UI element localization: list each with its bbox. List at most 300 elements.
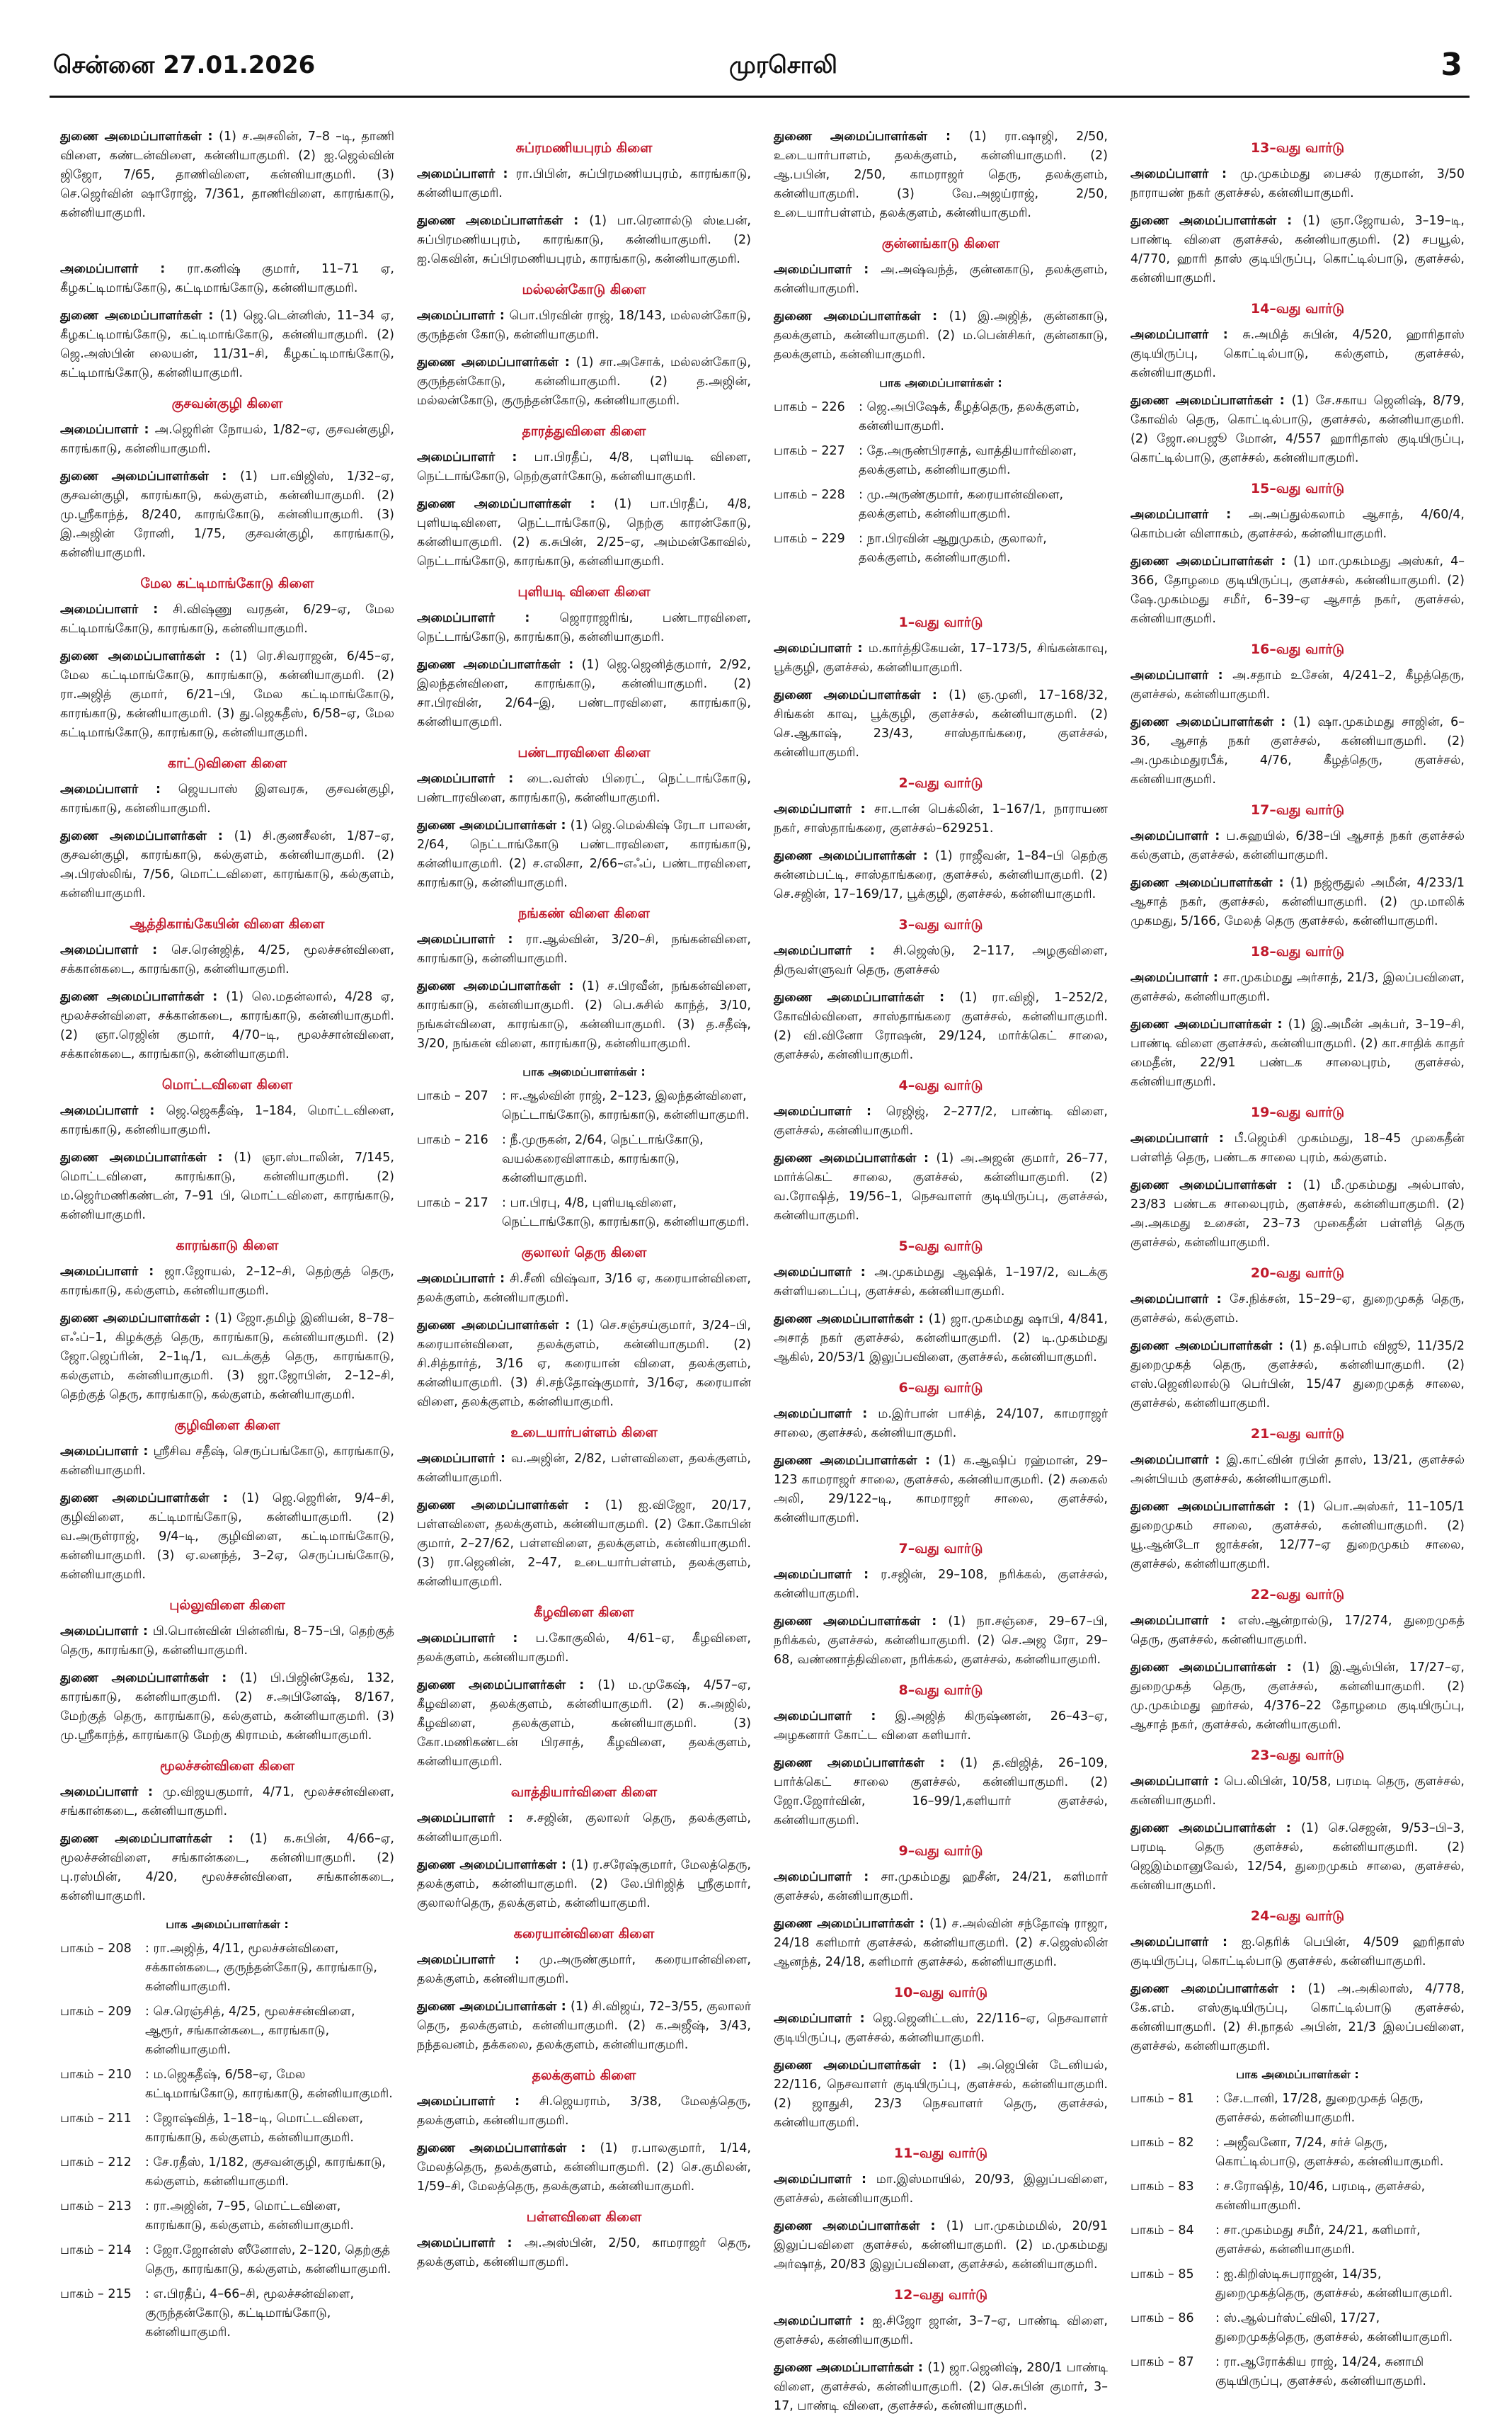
- entry-text: (1) அ.ஜெபின் டேனியல், 22/116, நெசவாளர் குடியிருப்பு, குளச்சல், கன்னியாகுமரி. (2) ஜாதுசி, 23/3 நெசவாளர் தெரு, குளச்சல், கன்னியாகுமரி.: [774, 2058, 1108, 2130]
- section-heading: 8–வது வார்டு: [898, 1682, 983, 1698]
- entry-role: அமைப்பாளர் :: [1130, 167, 1240, 181]
- booth-organiser: : ச.ரோஷித், 10/46, பரமடி, குளச்சல், கன்னியாகுமரி.: [1215, 2179, 1426, 2213]
- entry-role: அமைப்பாளர் :: [1130, 508, 1249, 522]
- section-heading: 6–வது வார்டு: [898, 1380, 983, 1396]
- entry-paragraph: [60, 1489, 394, 1585]
- entry-paragraph: [60, 1102, 394, 1140]
- entry-text: பி.பொன்வின் பின்னிங், 8–75–பி, தெற்குத் தெரு, காரங்காடு, கன்னியாகுமரி.: [60, 1624, 394, 1658]
- entry-text: ஜெயபாஸ் இளவரசு, குசவன்குழி, காரங்காடு, கன்னியாகுமரி.: [60, 782, 394, 816]
- section-heading: கரையான்விளை கிளை: [513, 1926, 655, 1942]
- entry-role: அமைப்பாளர் :: [1130, 1453, 1227, 1467]
- entry-text: சு.அமித் சுபின், 4/520, ஹாரிதாஸ் குடியிருப்பு, கொட்டில்பாடு, கல்குளம், குளச்சல், கன்னியாகுமரி.: [1130, 328, 1465, 380]
- entry-role: துணை அமைப்பாளர்கள் :: [774, 1756, 961, 1770]
- entry-text: அ.முகம்மது ஆஷிக், 1–197/2, வடக்கு சுள்ளியடைப்பு, குளச்சல், கன்னியாகுமரி.: [774, 1265, 1108, 1299]
- entry-paragraph: [1130, 506, 1465, 544]
- entry-text: (1) சே.சகாய ஜெனிஷ், 8/79, கோவில் தெரு, கொட்டில்பாடு, குளச்சல், கன்னியாகுமரி. (2) ஜோ.பைஜூ மோன், 4/557 ஹாரிதாஸ் குடியிருப்பு, கொட்டில்பாடு, குளச்சல், கன்னியாகுமரி.: [1130, 394, 1465, 465]
- entry-role: துணை அமைப்பாளர்கள் :: [417, 819, 571, 833]
- entry-text: (1) ஜெ.ஜெனித்குமார், 2/92, இலந்தன்விளை, காரங்காடு, கன்னியாகுமரி. (2) சா.பிரவின், 2/64–இ, பண்டாரவிளை, காரங்காடு, கன்னியாகுமரி.: [417, 658, 751, 729]
- entry-role: அமைப்பாளர் :: [60, 1785, 163, 1799]
- entry-text: (1) சி.விஜய், 72–3/55, குலாலர் தெரு, தலக்குளம், கன்னியாகுமரி. (2) க.அஜீஷ், 3/43, நந்தவனம், தக்கலை, தலக்குளம், கன்னியாகுமரி.: [417, 2000, 751, 2052]
- section-heading: 24–வது வார்டு: [1250, 1908, 1345, 1924]
- entry-role: துணை அமைப்பாளர்கள் :: [417, 658, 582, 672]
- entry-text: (1) நா.சஞ்சை, 29–67–பி, நரிக்கல், குளச்சல், கன்னியாகுமரி. (2) செ.அஜ ரோ, 29–68, வண்ணாத்திவிளை, நரிக்கல், குளச்சல், கன்னியாகுமரி.: [774, 1614, 1108, 1667]
- section-heading: நங்கண் விளை கிளை: [518, 906, 650, 921]
- entry-role: துணை அமைப்பாளர்கள் :: [1130, 1500, 1298, 1514]
- booth-organiser: : சா.முகம்மது சமீர், 24/21, களிமார், குளச்சல், கன்னியாகுமரி.: [1215, 2223, 1421, 2257]
- entry-text: ம.இர்பான் பாசித், 24/107, காமராஜர் சாலை, குளச்சல், கன்னியாகுமரி.: [774, 1407, 1108, 1440]
- entry-paragraph: [60, 421, 394, 459]
- entry-role: துணை அமைப்பாளர்கள் :: [774, 1614, 949, 1629]
- entry-role: அமைப்பாளர் :: [1130, 971, 1223, 985]
- booth-number: பாகம் – 81: [1130, 2092, 1194, 2106]
- entry-text: சி.ஜெயராம், 3/38, மேலத்தெரு, தலக்குளம், கன்னியாகுமரி.: [417, 2095, 751, 2128]
- booth-number: பாகம் – 228: [774, 488, 845, 502]
- entry-role: துணை அமைப்பாளர்கள் :: [417, 2141, 600, 2155]
- entry-role: அமைப்பாளர் :: [417, 772, 527, 786]
- entry-paragraph: [417, 1856, 751, 1913]
- column-1: [60, 127, 395, 2340]
- entry-paragraph: [1130, 165, 1465, 203]
- section-heading: 10–வது வார்டு: [893, 1985, 988, 2000]
- entry-paragraph: [60, 1149, 394, 1225]
- entry-paragraph: [60, 1622, 394, 1660]
- entry-paragraph: [1130, 1290, 1465, 1328]
- entry-role: துணை அமைப்பாளர்கள் :: [60, 1151, 234, 1165]
- section-heading: 16–வது வார்டு: [1250, 642, 1345, 657]
- booth-row: [417, 1087, 751, 1125]
- entry-text: அ.ஜெரின் நோயல், 1/82–ஏ, குசவன்குழி, காரங்காடு, கன்னியாகுமரி.: [60, 423, 394, 456]
- entry-text: வ.அஜின், 2/82, பள்ளவிளை, தலக்குளம், கன்னியாகுமரி.: [417, 1452, 751, 1485]
- entry-paragraph: [1130, 1015, 1465, 1092]
- entry-paragraph: [774, 686, 1108, 763]
- entry-paragraph: [774, 261, 1108, 299]
- entry-text: (1) ஜெ.மெல்கிஷ் ரேடா பாலன், 2/64, நெட்டாங்கோடு பண்டாரவிளை, காரங்காடு, கன்னியாகுமரி. (2) ச.எலிசா, 2/66–எஃப், பண்டாரவிளை, காரங்காடு, கன்னியாகுமரி.: [417, 819, 751, 890]
- entry-paragraph: [417, 816, 751, 893]
- entry-role: அமைப்பாளர் :: [60, 782, 178, 797]
- entry-paragraph: [1130, 392, 1465, 468]
- entry-role: அமைப்பாளர் :: [60, 603, 173, 617]
- entry-paragraph: [1130, 969, 1465, 1007]
- entry-role: அமைப்பாளர் :: [417, 611, 560, 625]
- entry-text: (1) சா.அசோக், மல்லன்கோடு, குருந்தன்கோடு, கன்னியாகுமரி. (2) த.அஜின், மல்லன்கோடு, குருந்தன்கோடு, கன்னியாகுமரி.: [417, 355, 751, 408]
- entry-paragraph: [1130, 1658, 1465, 1735]
- section-heading: 17–வது வார்டு: [1250, 802, 1345, 818]
- booth-organiser: : செ.ரெஞ்சித், 4/25, மூலச்சன்விளை, ஆரூர், சங்கான்கடை, காரங்காடு, கன்னியாகுமரி.: [145, 2005, 355, 2057]
- entry-role: அமைப்பாளர் :: [774, 1870, 881, 1884]
- booth-row: [1130, 2353, 1465, 2391]
- entry-role: துணை அமைப்பாளர்கள் :: [60, 469, 241, 484]
- entry-text: (1) லெ.மதன்லால், 4/28 ஏ, மூலச்சன்விளை, சக்கான்கடை, காரங்காடு, கன்னியாகுமரி. (2) ஞா.ரெஜின் குமார், 4/70–டி, மூலச்சான்விளை, சக்கான்கடை, காரங்காடு, கன்னியாகுமரி.: [60, 990, 394, 1061]
- entry-role: அமைப்பாளர் :: [417, 450, 534, 465]
- booth-number: பாகம் – 86: [1130, 2311, 1194, 2325]
- entry-text: (1) பா.முகம்மமில், 20/91 இலுப்பவிளை குளச்சல், கன்னியாகுமரி. (2) ம.முகம்மது அர்ஷாத், 20/83 இலுப்பவிளை, குளச்சல், கன்னியாகுமரி.: [774, 2219, 1108, 2272]
- section-heading: பள்ளவிளை கிளை: [526, 2209, 642, 2225]
- entry-text: (1) இ.அஜித், குன்னகாடு, தலக்குளம், கன்னியாகுமரி. (2) ம.பென்சிகர், குன்னகாடு, தலக்குளம், கன்னியாகுமரி.: [774, 309, 1108, 362]
- section-heading: குன்னங்காடு கிளை: [881, 236, 1000, 251]
- entry-role: துணை அமைப்பாளர்கள் :: [1130, 1660, 1302, 1675]
- entry-text: சா.முகம்மது அர்சாத், 21/3, இலப்பவிளை, குளச்சல், கன்னியாகுமரி.: [1130, 971, 1465, 1004]
- entry-role: அமைப்பாளர் :: [1130, 328, 1243, 342]
- entry-role: துணை அமைப்பாளர்கள் :: [774, 309, 949, 324]
- booth-number: பாகம் – 209: [60, 2005, 132, 2019]
- entry-text: ச.சஜின், குலாலர் தெரு, தலக்குளம், கன்னியாகுமரி.: [417, 1811, 751, 1845]
- entry-paragraph: [1130, 874, 1465, 931]
- entry-role: அமைப்பாளர் :: [774, 1105, 886, 1119]
- entry-paragraph: [774, 847, 1108, 904]
- entry-paragraph: [1130, 1498, 1465, 1574]
- entry-role: அமைப்பாளர் :: [774, 642, 869, 656]
- entry-role: துணை அமைப்பாளர்கள் :: [1130, 394, 1292, 408]
- entry-role: அமைப்பாளர் :: [1130, 1292, 1230, 1306]
- entry-role: அமைப்பாளர் :: [60, 262, 188, 276]
- entry-paragraph: [774, 1263, 1108, 1301]
- entry-role: அமைப்பாளர் :: [774, 1407, 878, 1421]
- booth-organiser: : சே.டானி, 17/28, துறைமுகத் தெரு, குளச்சல், கன்னியாகுமரி.: [1215, 2092, 1424, 2125]
- section-heading: 7–வது வார்டு: [898, 1541, 983, 1556]
- entry-text: மு.விஜயகுமார், 4/71, மூலச்சன்விளை, சங்கான்கடை, கன்னியாகுமரி.: [60, 1785, 394, 1818]
- section-heading: 9–வது வார்டு: [898, 1843, 983, 1859]
- entry-text: (1) ஜா.ஜெனிஷ், 280/1 பாண்டி விளை, குளச்சல், கன்னியாகுமரி. (2) செ.சுபின் குமார், 3–17, பாண்டி விளை, குளச்சல், கன்னியாகுமரி.: [774, 2361, 1109, 2413]
- entry-text: செ.ரென்ஜித், 4/25, மூலச்சன்விளை, சக்கான்கடை, காரங்காடு, கன்னியாகுமரி.: [60, 943, 394, 976]
- section-heading: 4–வது வார்டு: [898, 1078, 983, 1093]
- entry-paragraph: [417, 1629, 751, 1668]
- entry-text: (1) சி.குணசீலன், 1/87–ஏ, குசவன்குழி, காரங்காடு, கல்குளம், கன்னியாகுமரி. (2) அ.பிரஸ்லிங், 7/56, மொட்டவிளை, காரங்காடு, கல்குளம், கன்னியாகுமரி.: [60, 829, 394, 901]
- section-heading: மூலச்சன்விளை கிளை: [159, 1758, 295, 1774]
- entry-role: அமைப்பாளர் :: [417, 1953, 539, 1967]
- section-heading: 15–வது வார்டு: [1250, 481, 1345, 496]
- entry-text: (1) ச.அல்வின் சந்தோஷ் ராஜா, 24/18 களிமார் குளச்சல், கன்னியாகுமரி. (2) ச.ஜெஸ்லின் ஆனந்த், 24/18, களிமார் குளச்சல், கன்னியாகுமரி.: [774, 1917, 1108, 1969]
- entry-paragraph: [417, 609, 751, 647]
- booth-number: பாகம் – 229: [774, 532, 845, 546]
- entry-paragraph: [774, 1566, 1108, 1604]
- entry-text: (1) செ.சஞ்சய்குமார், 3/24–பி, கரையான்விளை, தலக்குளம், கன்னியாகுமரி. (2) சி.சித்தார்த், 3/16 ஏ, கரையான் விளை, தலக்குளம், கன்னியாகுமரி. (3) சி.சந்தோஷ்குமார், 3/16ஏ, கரையான் விளை, தலக்குளம், கன்னியாகுமரி.: [417, 1318, 751, 1409]
- entry-role: அமைப்பாளர் :: [60, 1104, 166, 1118]
- booth-number: பாகம் – 212: [60, 2155, 132, 2170]
- section-heading: தாரத்துவிளை கிளை: [522, 423, 646, 439]
- entry-paragraph: [774, 2312, 1108, 2350]
- entry-text: சி.ஜெஸ்டு, 2–117, அழகுவிளை, திருவள்ளுவர் தெரு, குளச்சல்: [774, 944, 1108, 977]
- entry-paragraph: [774, 1102, 1108, 1141]
- entry-role: துணை அமைப்பாளர்கள் :: [774, 130, 969, 144]
- booth-row: [60, 2065, 394, 2104]
- entry-role: துணை அமைப்பாளர்கள் :: [1130, 214, 1303, 228]
- entry-paragraph: [60, 467, 394, 563]
- booth-organiser: : ஈ.ஆல்வின் ராஜ், 2–123, இலந்தன்விளை, நெட்டாங்கோடு, காரங்காடு, கன்னியாகுமரி.: [502, 1089, 750, 1122]
- entry-paragraph: [60, 307, 394, 383]
- entry-role: துணை அமைப்பாளர்கள் :: [1130, 1339, 1290, 1353]
- entry-paragraph: [417, 212, 751, 269]
- entry-text: (1) மா.முகம்மது அஸ்கர், 4–366, தோழமை குடியிருப்பு, குளச்சல், கன்னியாகுமரி. (2) ஷே.முகம்மது சமீர், 6–39–ஏ ஆசாத் நகர், குளச்சல், கன்னியாகுமரி.: [1130, 554, 1465, 626]
- entry-paragraph: [1130, 1176, 1465, 1253]
- spacer: [774, 574, 1108, 602]
- entry-text: ஐ.சிஜோ ஜான், 3–7–ஏ, பாண்டி விளை, குளச்சல், கன்னியாகுமரி.: [774, 2314, 1108, 2347]
- booth-list-heading: பாக அமைப்பாளர்கள் :: [1236, 2068, 1359, 2081]
- entry-paragraph: [60, 1783, 394, 1821]
- entry-text: ஜொராஜரிங், பண்டாரவிளை, நெட்டாங்கோடு, காரங்காடு, கன்னியாகுமரி.: [417, 611, 751, 644]
- entry-text: (1) அ.அகிலாஸ், 4/778, கே.எம். எஸ்குடியிருப்பு, கொட்டில்பாடு குளச்சல், கன்னியாகுமரி. (2) சி.நாதல் அபின், 21/3 இலப்பவிளை, குளச்சல், கன்னியாகுமரி.: [1130, 1982, 1465, 2053]
- entry-role: அமைப்பாளர் :: [417, 1452, 511, 1466]
- entry-paragraph: [417, 2092, 751, 2131]
- entry-text: (1) ச.பிரவீன், நங்கன்விளை, காரங்காடு, கன்னியாகுமரி. (2) பெ.சுசில் காந்த், 3/10, நங்கள்விளை, காரங்காடு, கன்னியாகுமரி. (3) த.சதீஷ், 3/20, நங்கன் விளை, காரங்காடு, கன்னியாகுமரி.: [417, 979, 752, 1051]
- booth-organiser: : ஐ.கிறிஸ்டிசுபராஜன், 14/35, துறைமுகத்தெரு, குளச்சல், கன்னியாகுமரி.: [1215, 2267, 1453, 2301]
- entry-text: ரா.கனிஷ் குமார், 11–71 ஏ, கீழகட்டிமாங்கோடு, கட்டிமாங்கோடு, கன்னியாகுமரி.: [60, 262, 394, 295]
- entry-role: அமைப்பாளர் :: [774, 1265, 875, 1280]
- entry-role: துணை அமைப்பாளர்கள் :: [60, 309, 220, 323]
- entry-paragraph: [60, 647, 394, 743]
- entry-paragraph: [60, 780, 394, 819]
- entry-role: துணை அமைப்பாளர்கள் :: [1130, 554, 1294, 569]
- entry-text: பா.பிரதீப், 4/8, புளியடி விளை, நெட்டாங்கோடு, நெற்குளர்கோடு, கன்னியாகுமரி.: [417, 450, 751, 484]
- entry-paragraph: [774, 1915, 1108, 1972]
- entry-role: துணை அமைப்பாளர்கள் :: [417, 2000, 571, 2014]
- entry-paragraph: [774, 1707, 1108, 1745]
- entry-paragraph: [774, 1612, 1108, 1670]
- booth-row: [60, 2241, 394, 2279]
- section-heading: தலக்குளம் கிளை: [532, 2068, 636, 2083]
- entry-text: (1) ஜெ.ஜெரின், 9/4–சி, குழிவிளை, கட்டிமாங்கோடு, கன்னியாகுமரி. (2) வ.அருள்ராஜ், 9/4–டி, குழிவிளை, கட்டிமாங்கோடு, கன்னியாகுமரி. (3) ஏ.லனந்த், 3–2ஏ, செருப்பங்கோடு, கன்னியாகுமரி.: [60, 1491, 395, 1582]
- section-heading: உடையார்பள்ளம் கிளை: [510, 1425, 658, 1440]
- entry-paragraph: [60, 941, 394, 979]
- entry-role: அமைப்பாளர் :: [60, 943, 172, 957]
- entry-text: சே.நிக்சன், 15–29–ஏ, துறைமுகத் தெரு, குளச்சல், கல்குளம்.: [1130, 1292, 1465, 1326]
- entry-text: (1) க.ஆஷிப் ரஹ்மான், 29–123 காமராஜர் சாலை, குளச்சல், கன்னியாகுமரி. (2) சுகைல் அலி, 29/122–டி, காமராஜர் சாலை, குளச்சல், கன்னியாகுமரி.: [774, 1454, 1108, 1525]
- entry-paragraph: [1130, 1337, 1465, 1413]
- entry-paragraph: [60, 1309, 394, 1405]
- booth-number: பாகம் – 207: [417, 1089, 488, 1103]
- section-heading: சுப்ரமணியபுரம் கிளை: [515, 140, 653, 156]
- entry-text: சா.முகம்மது ஹசீன், 24/21, களிமார் குளச்சல், கன்னியாகுமரி.: [774, 1870, 1108, 1903]
- entry-role: அமைப்பாளர் :: [1130, 1935, 1242, 1949]
- entry-role: துணை அமைப்பாளர்கள் :: [1130, 1178, 1303, 1192]
- entry-role: அமைப்பாளர் :: [1130, 1774, 1225, 1789]
- entry-paragraph: [774, 639, 1108, 678]
- entry-paragraph: [417, 165, 751, 203]
- entry-role: துணை அமைப்பாளர்கள் :: [60, 1491, 242, 1505]
- booth-row: [1130, 2309, 1465, 2347]
- booth-organiser: : நா.பிரவின் ஆறுமுகம், குலாலர், தலக்குளம், கன்னியாகுமரி.: [859, 532, 1047, 565]
- entry-paragraph: [774, 1868, 1108, 1906]
- section-heading: கீழவிளை கிளை: [534, 1605, 634, 1620]
- section-heading: குழிவிளை கிளை: [174, 1418, 280, 1433]
- entry-role: துணை அமைப்பாளர்கள் :: [60, 1311, 215, 1326]
- entry-text: ப.கோகுலில், 4/61–ஏ, கீழவிளை, தலக்குளம், கன்னியாகுமரி.: [417, 1631, 751, 1665]
- entry-role: துணை அமைப்பாளர்கள் :: [1130, 1821, 1301, 1835]
- section-heading: புளியடி விளை கிளை: [517, 584, 651, 600]
- entry-role: துணை அமைப்பாளர்கள் :: [774, 991, 960, 1005]
- entry-text: ப.சுஹயில், 6/38–பி ஆசாத் நகர் குளச்சல் கல்குளம், குளச்சல், கன்னியாகுமரி.: [1130, 829, 1465, 862]
- booth-organiser: : ம.ஜெகதீஷ், 6/58–ஏ, மேல கட்டிமாங்கோடு, காரங்காடு, கன்னியாகுமரி.: [145, 2068, 393, 2101]
- entry-text: (1) பா.விஜிஸ், 1/32–ஏ, குசவன்குழி, காரங்காடு, கல்குளம், கன்னியாகுமரி. (2) மு.ஸ்ரீகாந்த், 8/240, காரங்கோடு, கன்னியாகுமரி. (3) இ.அஜின் ரோனி, 1/75, குசவன்குழி, காரங்காடு, கன்னியாகுமரி.: [60, 469, 394, 560]
- entry-paragraph: [774, 127, 1108, 223]
- booth-organiser: : சே.ரதீஸ், 1/182, குசவன்குழி, காரங்காடு, கல்குளம், கன்னியாகுமரி.: [145, 2155, 386, 2189]
- header-rule: [50, 96, 1470, 98]
- section-heading: புல்லுவிளை கிளை: [169, 1597, 285, 1613]
- entry-text: சி.சீனி விஷ்வா, 3/16 ஏ, கரையான்விளை, தலக்குளம், கன்னியாகுமரி.: [417, 1272, 751, 1305]
- booth-organiser: : எ.பிரதீப், 4–66–சி, மூலச்சன்விளை, குருந்தன்கோடு, கட்டிமாங்கோடு, கன்னியாகுமரி.: [145, 2287, 355, 2340]
- section-heading: குசவன்குழி கிளை: [171, 396, 283, 411]
- entry-role: அமைப்பாளர் :: [417, 2095, 539, 2109]
- entry-role: துணை அமைப்பாளர்கள் :: [774, 2361, 928, 2375]
- booth-organiser: : ஜோ.ஜோன்ஸ் ஸீனோஸ், 2–120, தெற்குத் தெரு, காரங்காடு, கல்குளம், கன்னியாகுமரி.: [145, 2243, 391, 2277]
- entry-paragraph: [774, 800, 1108, 838]
- entry-text: ம.கார்த்திகேயன், 17–173/5, சிங்கன்காவு, பூக்குழி, குளச்சல், கன்னியாகுமரி.: [774, 642, 1108, 675]
- dateline: சென்னை 27.01.2026: [53, 51, 316, 79]
- entry-text: (1) ஜா.முகம்மது ஷாபி, 4/841, அசாத் நகர் குளச்சல், கன்னியாகுமரி. (2) டி.முகம்மது ஆகில், 20/53/1 இலுப்பவிளை, குளச்சல், கன்னியாகுமரி.: [774, 1312, 1108, 1364]
- entry-paragraph: [417, 930, 751, 969]
- entry-text: (1) ஜோ.தமிழ் இனியன், 8–78–எஃப்–1, கிழக்குத் தெரு, காரங்காடு, கன்னியாகுமரி. (2) ஜோ.ஜெப்ரின், 2–1டி/1, வடக்குத் தெரு, காரங்காடு, கல்குளம், கன்னியாகுமரி. (3) ஜா.ஜோபின், 2–12–சி, தெற்குத் தெரு, காரங்காடு, கல்குளம், கன்னியாகுமரி.: [60, 1311, 395, 1402]
- booth-organiser: : ரா.அஜின், 7–95, மொட்டவிளை, காரங்காடு, கல்குளம், கன்னியாகுமரி.: [145, 2199, 354, 2233]
- booth-row: [60, 2153, 394, 2192]
- entry-text: ஜெ.ஜெகதீஷ், 1–184, மொட்டவிளை, காரங்காடு, கன்னியாகுமரி.: [60, 1104, 394, 1137]
- booth-number: பாகம் – 82: [1130, 2136, 1194, 2150]
- entry-paragraph: [417, 2139, 751, 2196]
- entry-role: அமைப்பாளர் :: [417, 933, 526, 947]
- entry-role: அமைப்பாளர் :: [774, 2172, 876, 2187]
- entry-role: அமைப்பாளர் :: [60, 1265, 165, 1279]
- entry-text: (1) பி.பிஜின்தேவ், 132, காரங்காடு, கன்னியாகுமரி. (2) ச.அபினேஷ், 8/167, மேற்குத் தெரு, காரங்காடு, கல்குளம், கன்னியாகுமரி. (3) மு.ஸ்ரீகாந்த், காரங்காடு மேற்கு கிராமம், கன்னியாகுமரி.: [60, 1671, 394, 1743]
- entry-role: அமைப்பாளர் :: [417, 1811, 527, 1825]
- booth-row: [774, 398, 1108, 436]
- entry-text: (1) க.சுபின், 4/66–ஏ, மூலச்சன்விளை, சங்கான்கடை, கன்னியாகுமரி. (2) பு.ரஸ்மின், 4/20, மூலச்சன்விளை, சங்கான்கடை, கன்னியாகுமரி.: [60, 1832, 394, 1903]
- entry-paragraph: [774, 2170, 1108, 2209]
- entry-text: ஐ.தெரிக் பெபின், 4/509 ஹரிதாஸ் குடியிருப்பு, கொட்டில்பாடு குளச்சல், கன்னியாகுமரி.: [1130, 1935, 1465, 1968]
- section-heading: 21–வது வார்டு: [1250, 1426, 1345, 1442]
- entry-paragraph: [1130, 1129, 1465, 1168]
- entry-role: துணை அமைப்பாளர்கள் :: [417, 214, 590, 228]
- booth-number: பாகம் – 210: [60, 2068, 132, 2082]
- entry-text: (1) ஞா.ஸ்டாலின், 7/145, மொட்டவிளை, காரங்காடு, கன்னியாகுமரி. (2) ம.ஜெர்மணிகண்டன், 7–91 பி, மொட்டவிளை, காரங்காடு, கன்னியாகுமரி.: [60, 1151, 394, 1222]
- column-4: [1130, 127, 1465, 2388]
- section-heading: மல்லன்கோடு கிளை: [522, 282, 646, 297]
- entry-paragraph: [417, 1809, 751, 1847]
- booth-row: [60, 2285, 394, 2342]
- section-heading: பண்டாரவிளை கிளை: [517, 745, 651, 760]
- booth-organiser: : மு.அருண்குமார், கரையான்விளை, தலக்குளம், கன்னியாகுமரி.: [859, 488, 1064, 521]
- entry-role: அமைப்பாளர் :: [60, 423, 155, 437]
- booth-organiser: : தே.அருண்பிரசாத், வாத்தியார்விளை, தலக்குளம், கன்னியாகுமரி.: [859, 444, 1077, 477]
- entry-role: துணை அமைப்பாளர்கள் :: [417, 1858, 571, 1872]
- entry-text: (1) ர.சரேஷ்குமார், மேலத்தெரு, தலக்குளம், கன்னியாகுமரி. (2) லே.பிரிஜித் ஸ்ரீகுமார், குலாலர்தெரு, தலக்குளம், கன்னியாகுமரி.: [417, 1858, 751, 1910]
- booth-row: [417, 1194, 751, 1232]
- entry-text: எஸ்.ஆன்றால்டு, 17/274, துறைமுகத் தெரு, குளச்சல், கன்னியாகுமரி.: [1130, 1614, 1465, 1647]
- section-heading: 1–வது வார்டு: [898, 615, 983, 630]
- entry-text: (1) ஐ.விஜோ, 20/17, பள்ளவிளை, தலக்குளம், கன்னியாகுமரி. (2) கோ.கோபின் குமார், 2–27/62, பள்ளவிளை, தலக்குளம், கன்னியாகுமரி. (3) ரா.ஜெனின், 2–47, உடையார்பள்ளம், தலக்குளம், கன்னியாகுமரி.: [417, 1498, 752, 1589]
- page-header: [0, 0, 1512, 83]
- entry-paragraph: [417, 1951, 751, 1989]
- section-heading: 2–வது வார்டு: [898, 775, 983, 791]
- entry-text: ஜெ.ஜெனிட்டஸ், 22/116–ஏ, நெசவாளர் குடியிருப்பு, குளச்சல், கன்னியாகுமரி.: [774, 2012, 1108, 2045]
- entry-paragraph: [774, 1405, 1108, 1443]
- booth-organiser: : ஜெ.அபிஷேக், கீழத்தெரு, தலக்குளம், கன்னியாகுமரி.: [859, 400, 1080, 433]
- section-heading: 5–வது வார்டு: [898, 1238, 983, 1254]
- entry-paragraph: [1130, 1451, 1465, 1489]
- entry-role: துணை அமைப்பாளர்கள் :: [60, 649, 230, 663]
- section-heading: 22–வது வார்டு: [1250, 1587, 1345, 1602]
- entry-paragraph: [1130, 713, 1465, 790]
- entry-role: துணை அமைப்பாளர்கள் :: [1130, 1018, 1288, 1032]
- booth-number: பாகம் – 211: [60, 2112, 132, 2126]
- booth-row: [1130, 2090, 1465, 2128]
- entry-text: (1) பா.பிரதீப், 4/8, புளியடிவிளை, நெட்டாங்கோடு, நெற்கு காரன்கோடு, கன்னியாகுமரி. (2) க.சுபின், 2/25–ஏ, அம்மன்கோவில், நெட்டாங்கோடு, காரங்காடு, கன்னியாகுமரி.: [417, 497, 751, 569]
- booth-number: பாகம் – 87: [1130, 2355, 1194, 2369]
- entry-role: துணை அமைப்பாளர்கள் :: [1130, 1982, 1308, 1996]
- entry-text: அ.சதாம் உசேன், 4/241–2, கீழத்தெரு, குளச்சல், கன்னியாகுமரி.: [1130, 668, 1465, 702]
- booth-number: பாகம் – 83: [1130, 2179, 1194, 2194]
- entry-paragraph: [774, 988, 1108, 1065]
- entry-text: அ.அஷ்வந்த், குன்னகாடு, தலக்குளம், கன்னியாகுமரி.: [774, 263, 1108, 296]
- entry-role: துணை அமைப்பாளர்கள் :: [60, 829, 234, 843]
- entry-role: துணை அமைப்பாளர்கள் :: [417, 1678, 598, 1692]
- booth-list-heading: பாக அமைப்பாளர்கள் :: [879, 376, 1002, 389]
- entry-paragraph: [1130, 666, 1465, 705]
- entry-paragraph: [417, 656, 751, 732]
- booth-organiser: : பா.பிரபு, 4/8, புளியடிவிளை, நெட்டாங்கோடு, காரங்காடு, கன்னியாகுமரி.: [502, 1196, 750, 1229]
- entry-paragraph: [1130, 1612, 1465, 1650]
- entry-role: அமைப்பாளர் :: [774, 802, 875, 816]
- entry-paragraph: [1130, 552, 1465, 629]
- entry-paragraph: [60, 1263, 394, 1301]
- booth-row: [60, 2109, 394, 2148]
- booth-row: [1130, 2265, 1465, 2303]
- entry-paragraph: [1130, 1980, 1465, 2056]
- entry-role: அமைப்பாளர் :: [417, 309, 510, 323]
- section-heading: மேல கட்டிமாங்கோடு கிளை: [140, 576, 314, 591]
- entry-paragraph: [60, 600, 394, 639]
- entry-role: துணை அமைப்பாளர்கள் :: [417, 1498, 605, 1512]
- entry-role: துணை அமைப்பாளர்கள் :: [60, 130, 219, 144]
- section-heading: காரங்காடு கிளை: [176, 1238, 279, 1253]
- entry-role: துணை அமைப்பாளர்கள் :: [1130, 876, 1290, 890]
- booth-row: [1130, 2133, 1465, 2172]
- entry-paragraph: [417, 1496, 751, 1592]
- entry-text: டை.வள்ஸ் பிரைட், நெட்டாங்கோடு, பண்டாரவிளை, காரங்காடு, கன்னியாகுமரி.: [417, 772, 751, 805]
- entry-text: (1) ரெ.சிவராஜன், 6/45–ஏ, மேல கட்டிமாங்கோடு, காரங்காடு, கன்னியாகுமரி. (2) ரா.அஜித் குமார், 6/21–பி, மேல கட்டிமாங்கோடு, காரங்காடு, கன்னியாகுமரி. (3) து.ஜெகதீஸ், 6/58–ஏ, மேல கட்டிமாங்கோடு, காரங்காடு, கன்னியாகுமரி.: [60, 649, 395, 740]
- entry-paragraph: [417, 448, 751, 486]
- entry-role: அமைப்பாளர் :: [60, 1445, 154, 1459]
- columns: [60, 127, 1476, 2413]
- entry-paragraph: [417, 495, 751, 571]
- booth-organiser: : ஜோஷ்வித், 1–18–டி, மொட்டவிளை, காரங்காடு, கல்குளம், கன்னியாகுமரி.: [145, 2112, 364, 2145]
- section-heading: ஆத்திகாங்கேயின் விளை கிளை: [130, 916, 325, 932]
- entry-role: துணை அமைப்பாளர்கள் :: [774, 1312, 929, 1326]
- entry-text: (1) இ.அமீன் அக்பர், 3–19–சி, பாண்டி விளை குளச்சல், கன்னியாகுமரி. (2) கா.சாதிக் காதர் மைதீன், 22/91 பண்டக சாலைபுரம், குளச்சல், கன்னியாகுமரி.: [1130, 1018, 1465, 1089]
- section-heading: காட்டுவிளை கிளை: [167, 756, 287, 771]
- booth-row: [60, 1939, 394, 1997]
- entry-text: (1) ர.பாலகுமார், 1/14, மேலத்தெரு, தலக்குளம், கன்னியாகுமரி. (2) செ.குமிலன், 1/59–சி, மேலத்தெரு, தலக்குளம், கன்னியாகுமரி.: [417, 2141, 751, 2194]
- section-heading: 20–வது வார்டு: [1250, 1265, 1345, 1281]
- section-heading: 3–வது வார்டு: [898, 917, 983, 933]
- entry-role: அமைப்பாளர் :: [417, 167, 516, 181]
- entry-role: அமைப்பாளர் :: [774, 944, 893, 958]
- entry-paragraph: [774, 2056, 1108, 2133]
- page-number: 3: [1441, 47, 1462, 83]
- entry-text: சா.டான் பெக்லின், 1–167/1, நாராயண நகர், சாஸ்தாங்கரை, குளச்சல்–629251.: [774, 802, 1108, 836]
- entry-text: இ.அஜித் கிருஷ்ணன், 26–43–ஏ, அழகனார் கோட்ட விளை களியார்.: [774, 1709, 1108, 1743]
- booth-list-heading: பாக அமைப்பாளர்கள் :: [522, 1065, 646, 1078]
- section-heading: 12–வது வார்டு: [893, 2287, 988, 2303]
- entry-text: (1) இ.ஆல்பின், 17/27–ஏ, துறைமுகத் தெரு, குளச்சல், கன்னியாகுமரி. (2) மு.முகம்மது ஹர்சல், 4/376–22 தோழமை குடியிருப்பு, ஆசாத் நகர், குளச்சல், கன்னியாகுமரி.: [1130, 1660, 1465, 1732]
- entry-paragraph: [60, 1669, 394, 1745]
- booth-number: பாகம் – 216: [417, 1133, 488, 1147]
- entry-text: பீ.ஜெம்சி முகம்மது, 18–45 முகைதீன் பள்ளித் தெரு, பண்டக சாலை புரம், கல்குளம்.: [1130, 1132, 1465, 1165]
- entry-text: அ.அப்துல்கலாம் ஆசாத், 4/60/4, கொம்பன் விளாகம், குளச்சல், கன்னியாகுமரி.: [1130, 508, 1465, 541]
- entry-paragraph: [774, 2217, 1108, 2274]
- entry-text: மு.அருண்குமார், கரையான்விளை, தலக்குளம், கன்னியாகுமரி.: [417, 1953, 751, 1986]
- entry-text: ஜா.ஜோயல், 2–12–சி, தெற்குத் தெரு, காரங்காடு, கல்குளம், கன்னியாகுமரி.: [60, 1265, 394, 1298]
- booth-organiser: : ஸ்.ஆல்பர்ஸ்ட்விலி, 17/27, துறைமுகத்தெரு, குளச்சல், கன்னியாகுமரி.: [1215, 2311, 1453, 2344]
- entry-paragraph: [417, 1449, 751, 1488]
- entry-role: துணை அமைப்பாளர்கள் :: [774, 1454, 939, 1468]
